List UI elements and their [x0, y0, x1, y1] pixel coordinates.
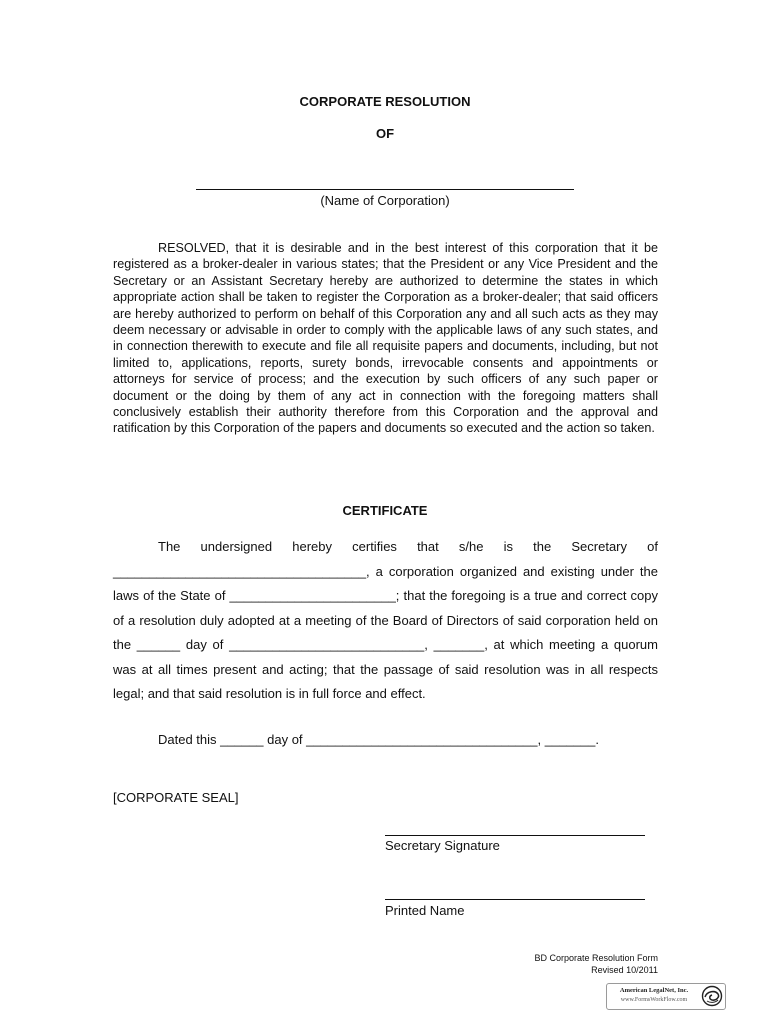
certificate-paragraph	[113, 535, 658, 707]
corporation-name-blank[interactable]	[196, 189, 574, 190]
logo-url: www.FormsWorkFlow.com	[620, 997, 688, 1003]
resolution-text: RESOLVED, that it is desirable and in the best interest of this corporation that it be registered as a broker-dealer in various states; that the President or any Vice President and the Secretary or an Assistant Secretary hereby are authorized to determine the states in which appropriate action shall be taken to register the Corporation as a broker-dealer; that said officers are hereby authorized to perform on behalf of this Corporation any and all such acts as they may deem necessary or advisable in order to comply with the applicable laws of any such states, and in connection therewith to execute and file all requisite papers and documents, including, but not limited to, applications, reports, surety bonds, irrevocable consents and appointments or attorneys for service of process; and the execution by such officers of any such paper or document or the doing by them of any act in connection with the foregoing matters shall conclusively establish their authority therefore from this Corporation and the approval and ratification by this Corporation of the papers and documents so executed and the action so taken.	[113, 241, 658, 436]
dated-line: Dated this ______ day of ________________________________, _______.	[158, 732, 599, 747]
form-footer	[534, 952, 658, 976]
form-name: BD Corporate Resolution Form	[534, 953, 658, 963]
logo-company-name: American LegalNet, Inc.	[619, 987, 689, 994]
corporation-name-caption: (Name of Corporation)	[320, 193, 450, 208]
form-revision: Revised 10/2011	[591, 965, 658, 975]
certificate-text: The undersigned hereby certifies that s/he is the Secretary of ___________________________________, a corporation organized and existing under the laws of the State of _______________________; that the foregoing is a true and correct copy of a resolution duly adopted at a meeting of the Board of Directors of said corporation held on the ______ day of ___________________________, _______, at which meeting a quorum was at all times present and acting; that the passage of said resolution was in all respects legal; and that said resolution is in full force and effect.	[113, 539, 658, 701]
globe-swirl-icon	[701, 985, 723, 1007]
certificate-title: CERTIFICATE	[342, 503, 428, 518]
secretary-signature-line[interactable]	[385, 835, 645, 836]
document-title: CORPORATE RESOLUTION	[299, 94, 471, 109]
resolution-paragraph	[113, 240, 658, 437]
document-title-of: OF	[375, 126, 395, 141]
printed-name-label: Printed Name	[385, 903, 465, 918]
secretary-signature-label: Secretary Signature	[385, 838, 500, 853]
publisher-logo	[606, 983, 726, 1010]
corporate-seal-label: [CORPORATE SEAL]	[113, 790, 239, 805]
printed-name-line[interactable]	[385, 899, 645, 900]
